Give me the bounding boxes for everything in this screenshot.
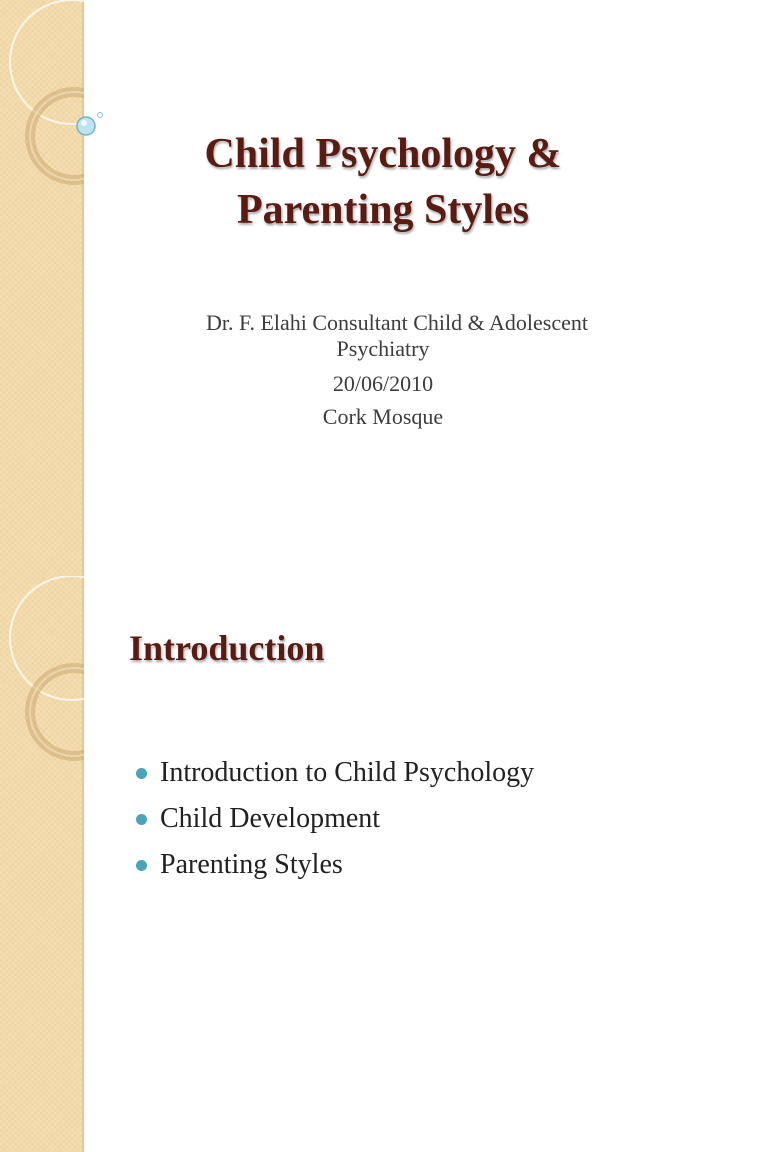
presenter-specialty: Psychiatry [336,336,430,361]
bullet-list [134,750,534,888]
decorative-rings [0,576,84,1152]
list-item-text: Parenting Styles [160,849,343,880]
sidebar-decoration [0,576,84,1152]
presentation-date: 20/06/2010 [332,371,434,396]
presenter-name: Dr. F. Elahi Consultant Child & Adolescent [205,310,588,335]
title-line-2: Parenting Styles [236,187,530,233]
title-line-1: Child Psychology & [204,131,562,177]
bullet-dot-icon [136,860,147,871]
bullet-dot-icon [136,768,147,779]
slide-introduction [0,576,768,1152]
slide-title-heading [110,126,656,238]
decorative-rings [0,0,84,576]
list-item [134,842,534,888]
bubble-ornament [74,108,108,142]
slide-heading: Introduction [129,628,325,668]
list-item [134,750,534,796]
slide-subtitle [110,310,656,434]
list-item-text: Introduction to Child Psychology [160,757,535,788]
list-item [134,796,534,842]
list-item-text: Child Development [160,803,381,834]
sidebar-decoration [0,0,84,576]
bullet-dot-icon [136,814,147,825]
presentation-venue: Cork Mosque [322,404,444,429]
